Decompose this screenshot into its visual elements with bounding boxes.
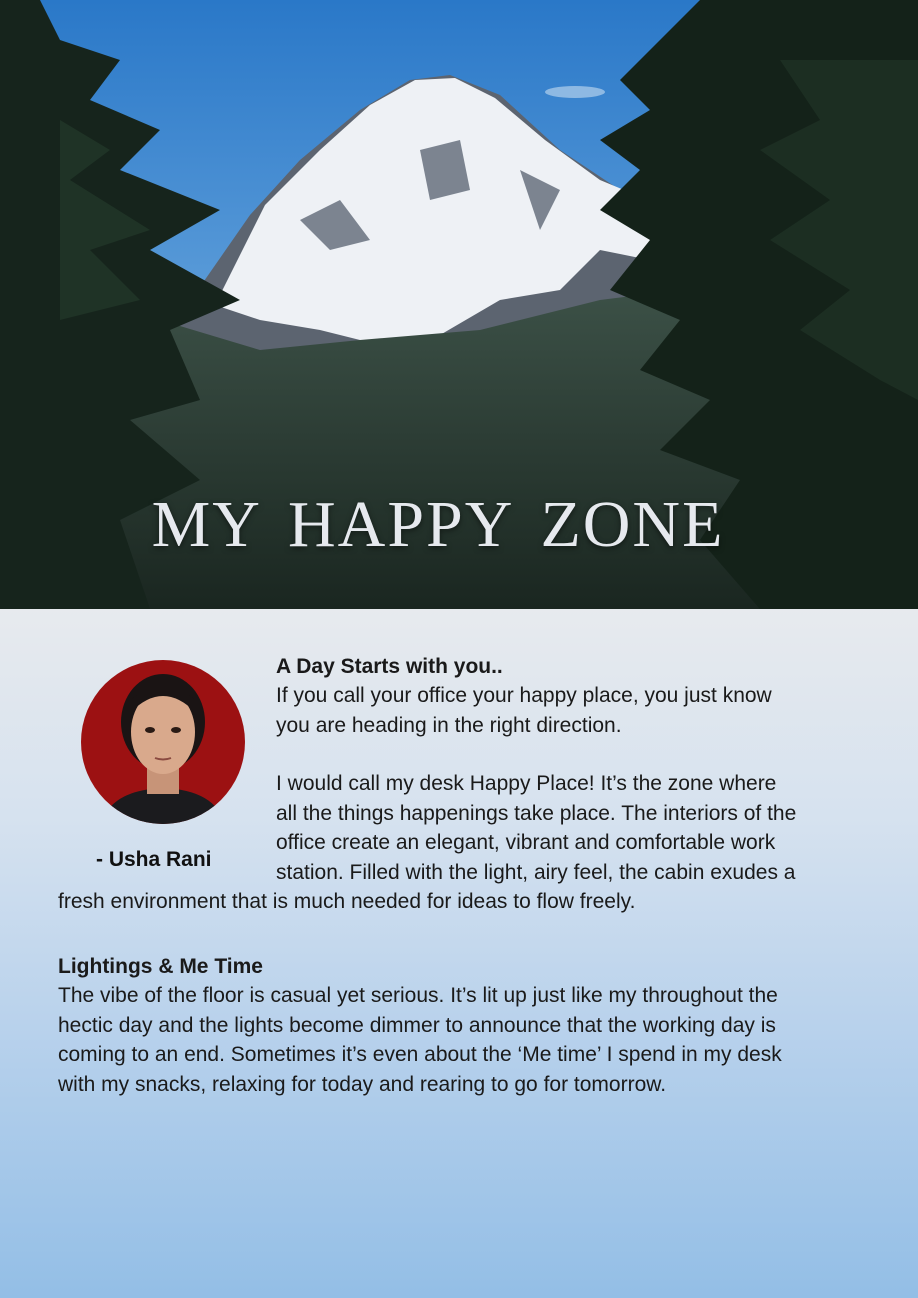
paragraph-line: I would call my desk Happy Place! It’s the zone where xyxy=(276,772,777,795)
page-title: MY HAPPY ZONE xyxy=(151,488,725,561)
article-body xyxy=(0,609,918,1298)
paragraph-line: with my snacks, relaxing for today and rearing to go for tomorrow. xyxy=(58,1072,667,1096)
paragraph-line: all the things happenings take place. The interiors of the xyxy=(276,801,797,825)
section-heading: Lightings & Me Time xyxy=(58,955,263,978)
section-paragraph xyxy=(276,769,876,887)
author-avatar xyxy=(81,660,245,824)
paragraph-line: fresh environment that is much needed for ideas to flow freely. xyxy=(58,890,636,913)
person-portrait-icon xyxy=(81,660,245,824)
paragraph-line: coming to an end. Sometimes it’s even about the ‘Me time’ I spend in my desk xyxy=(58,1043,782,1066)
paragraph-line: station. Filled with the light, airy feel, the cabin exudes a xyxy=(276,860,796,884)
section-paragraph xyxy=(276,681,876,740)
paragraph-line: hectic day and the lights become dimmer to announce that the working day is xyxy=(58,1013,776,1037)
paragraph-line: you are heading in the right direction. xyxy=(276,713,622,737)
paragraph-line: office create an elegant, vibrant and comfortable work xyxy=(276,831,776,854)
section-heading: A Day Starts with you.. xyxy=(276,655,503,678)
paragraph-line: The vibe of the floor is casual yet serious. It’s lit up just like my throughout the xyxy=(58,984,778,1007)
section-paragraph xyxy=(58,981,878,1099)
hero-banner xyxy=(0,0,918,609)
paragraph-line: If you call your office your happy place, you just know xyxy=(276,684,772,707)
author-name: - Usha Rani xyxy=(96,848,212,871)
